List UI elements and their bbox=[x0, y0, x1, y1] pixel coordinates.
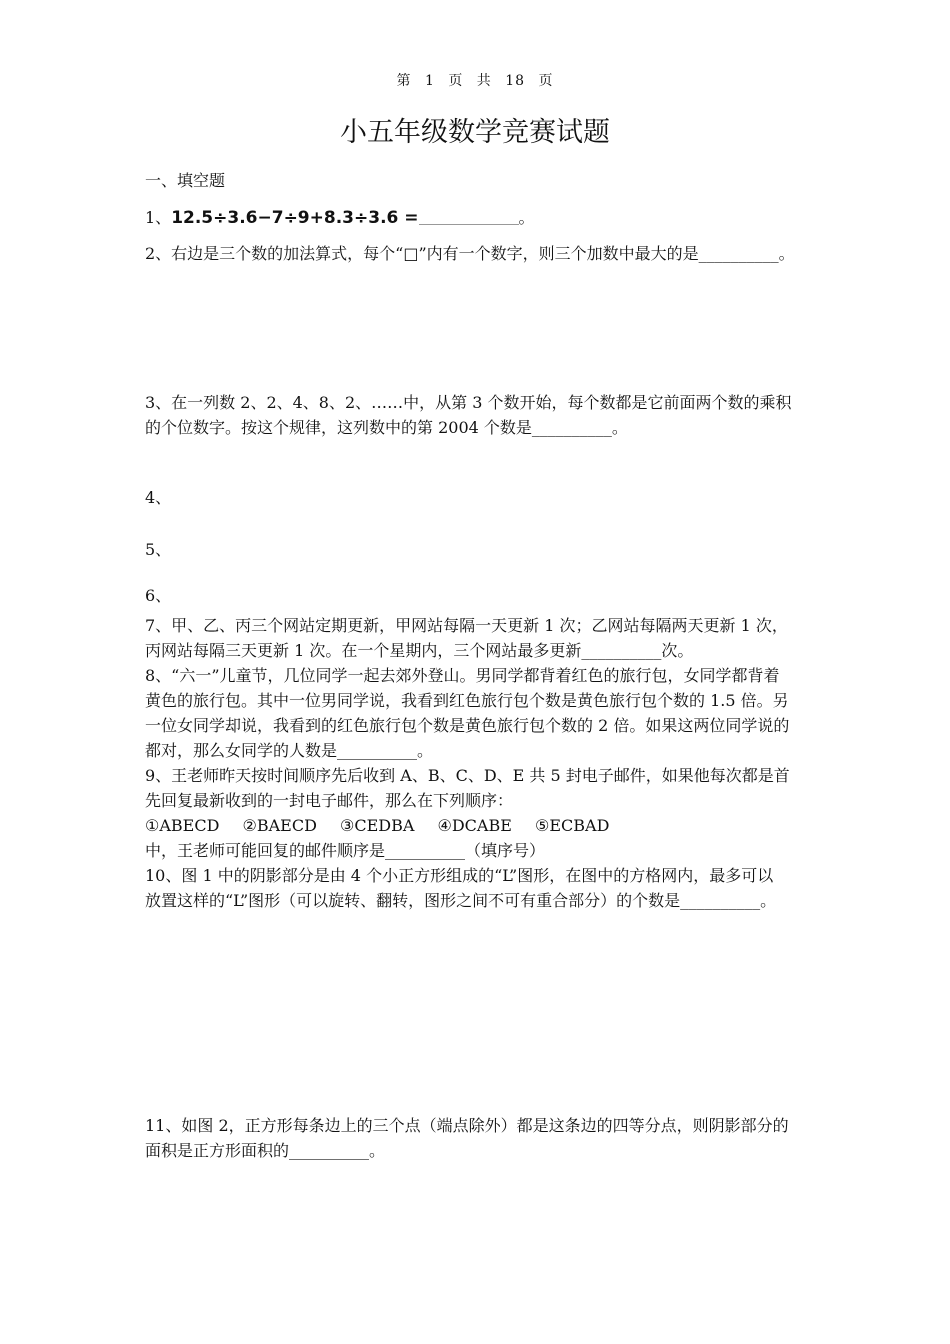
page-total: 18 bbox=[505, 73, 526, 89]
question-text: 先回复最新收到的一封电子邮件，那么在下列顺序： bbox=[145, 791, 514, 810]
question-text: 放置这样的“L”图形（可以旋转、翻转，图形之间不可有重合部分）的个数是__________。 bbox=[145, 891, 777, 910]
answer-options bbox=[145, 813, 809, 838]
question-text: 丙网站每隔三天更新 1 次。在一个星期内，三个网站最多更新__________次。 bbox=[145, 641, 694, 660]
option: ①ABECD bbox=[145, 816, 220, 835]
question-11 bbox=[145, 1113, 809, 1163]
question-text: 黄色的旅行包。其中一位男同学说，我看到红色旅行包个数是黄色旅行包个数的 1.5 倍。另 bbox=[145, 691, 789, 710]
option: ④DCABE bbox=[437, 816, 512, 835]
option: ②BAECD bbox=[242, 816, 317, 835]
page-current: 1 bbox=[424, 73, 435, 89]
question-7 bbox=[145, 613, 809, 663]
question-text: 9、王老师昨天按时间顺序先后收到 A、B、C、D、E 共 5 封电子邮件，如果他每次都是首 bbox=[145, 766, 790, 785]
page-label: 共 bbox=[476, 73, 492, 89]
answer-blank bbox=[419, 208, 519, 225]
question-text: 11、如图 2，正方形每条边上的三个点（端点除外）都是这条边的四等分点，则阴影部分的 bbox=[145, 1116, 789, 1135]
question-text: 面积是正方形面积的__________。 bbox=[145, 1141, 386, 1160]
question-text: 的个位数字。按这个规律，这列数中的第 2004 个数是__________。 bbox=[145, 418, 628, 437]
document-title: 小五年级数学竞赛试题 bbox=[340, 117, 610, 148]
page-number bbox=[0, 70, 950, 90]
question-1 bbox=[145, 205, 809, 231]
question-text: 7、甲、乙、丙三个网站定期更新，甲网站每隔一天更新 1 次；乙网站每隔两天更新 1 次， bbox=[145, 616, 788, 635]
question-2 bbox=[145, 241, 815, 266]
question-5 bbox=[145, 537, 809, 562]
page-label: 页 bbox=[448, 73, 464, 89]
option: ③CEDBA bbox=[340, 816, 415, 835]
question-8 bbox=[145, 663, 809, 763]
question-3 bbox=[145, 390, 809, 440]
question-10 bbox=[145, 863, 815, 913]
question-text: 3、在一列数 2、2、4、8、2、……中，从第 3 个数开始，每个数都是它前面两个数的乘积 bbox=[145, 393, 792, 412]
question-text: 一位女同学却说，我看到的红色旅行包个数是黄色旅行包个数的 2 倍。如果这两位同学说的 bbox=[145, 716, 790, 735]
question-text: 中，王老师可能回复的邮件顺序是__________（填序号） bbox=[145, 841, 546, 860]
punctuation: 。 bbox=[518, 208, 535, 227]
question-number: 1、 bbox=[145, 208, 172, 227]
question-text: 8、“六一”儿童节，几位同学一起去郊外登山。男同学都背着红色的旅行包，女同学都背着 bbox=[145, 666, 780, 685]
question-text: 都对，那么女同学的人数是__________。 bbox=[145, 741, 434, 760]
question-text: 2、右边是三个数的加法算式，每个“□”内有一个数字，则三个加数中最大的是__________。 bbox=[145, 244, 795, 263]
question-number: 6、 bbox=[145, 586, 172, 605]
page-label: 页 bbox=[538, 73, 554, 89]
question-4 bbox=[145, 485, 809, 510]
question-text: 10、图 1 中的阴影部分是由 4 个小正方形组成的“L”图形，在图中的方格网内，最多可以 bbox=[145, 866, 774, 885]
section-heading: 一、填空题 bbox=[145, 171, 226, 190]
option: ⑤ECBAD bbox=[535, 816, 610, 835]
question-number: 4、 bbox=[145, 488, 172, 507]
question-number: 5、 bbox=[145, 540, 172, 559]
question-6 bbox=[145, 583, 809, 608]
question-9 bbox=[145, 763, 809, 863]
page-label: 第 bbox=[396, 73, 412, 89]
math-expression: 12.5÷3.6−7÷9+8.3÷3.6 = bbox=[171, 208, 419, 228]
